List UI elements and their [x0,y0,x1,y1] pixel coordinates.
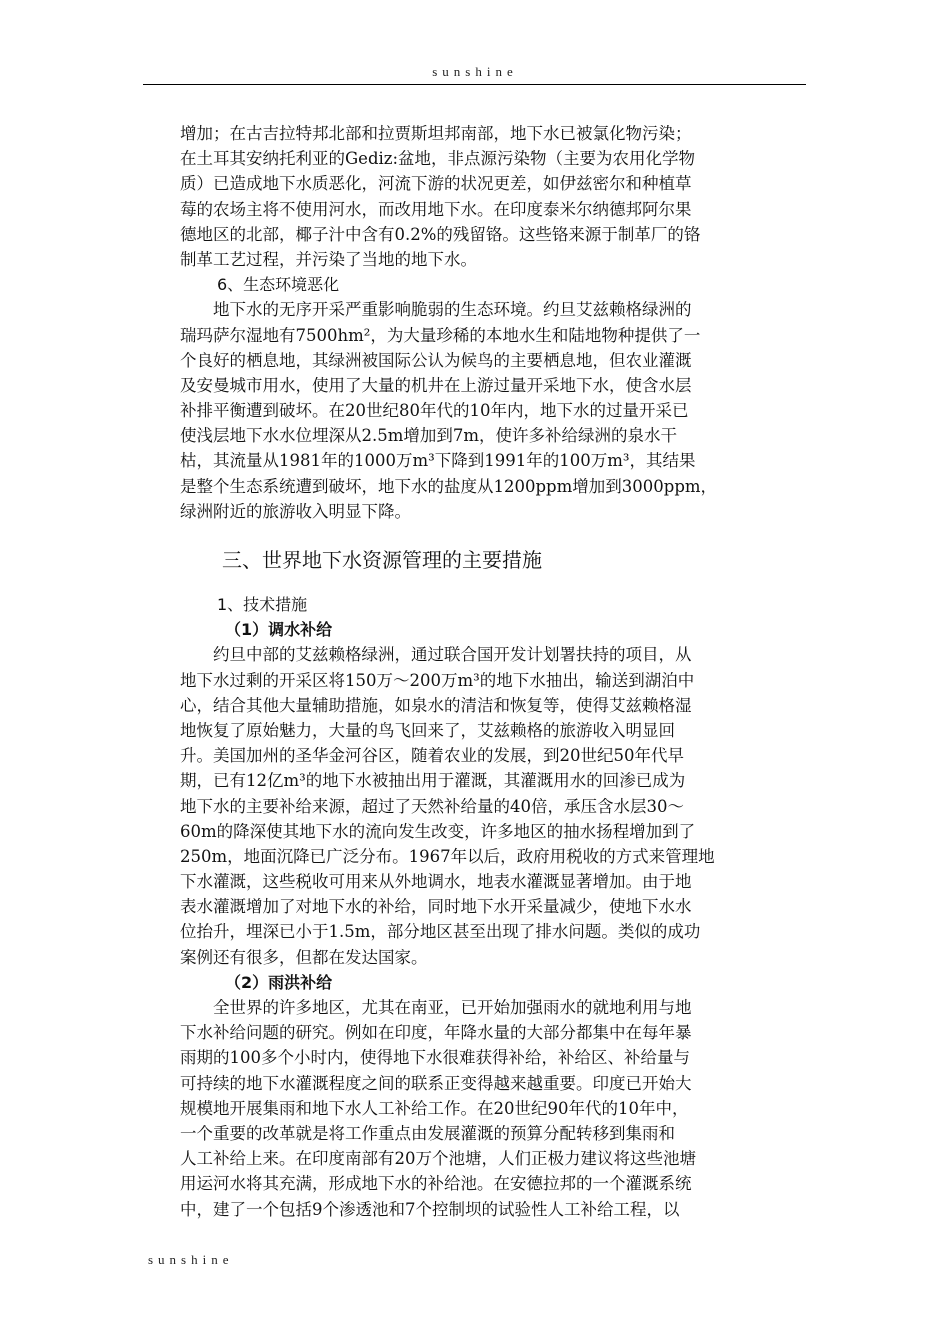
text-line: 下水灌溉，这些税收可用来从外地调水，地表水灌溉显著增加。由于地 [180,872,692,892]
subsection-1a-heading: （1）调水补给 [225,620,333,640]
text-line: 升。美国加州的圣华金河谷区，随着农业的发展，到20世纪50年代早 [180,746,684,766]
text-line: 约旦中部的艾兹赖格绿洲，通过联合国开发计划署扶持的项目，从 [213,645,692,665]
text-line: 250m，地面沉降已广泛分布。1967年以后，政府用税收的方式来管理地 [180,846,715,866]
subsection-1b-heading: （2）雨洪补给 [225,972,333,992]
paragraph-3 [180,642,774,969]
text-line: 60m的降深使其地下水的流向发生改变，许多地区的抽水扬程增加到了 [180,821,696,841]
text-line: 德地区的北部，椰子汁中含有0.2%的残留铬。这些铬来源于制革厂的铬 [180,224,701,244]
text-line: 地恢复了原始魅力，大量的鸟飞回来了，艾兹赖格的旅游收入明显回 [180,720,675,740]
text-line: 案例还有很多，但都在发达国家。 [180,947,428,967]
text-line: 制革工艺过程，并污染了当地的地下水。 [180,249,477,269]
spacer [180,524,774,542]
subsection-1-heading: 1、技术措施 [217,595,308,614]
text-line: 质）已造成地下水质恶化，河流下游的状况更差，如伊兹密尔和种植草 [180,174,692,194]
text-line: 心，结合其他大量辅助措施，如泉水的清洁和恢复等，使得艾兹赖格湿 [180,695,692,715]
text-line: 枯，其流量从1981年的1000万m³下降到1991年的100万m³，其结果 [180,451,696,471]
text-line: 一个重要的改革就是将工作重点由发展灌溉的预算分配转移到集雨和 [180,1123,675,1143]
text-line: 表水灌溉增加了对地下水的补给，同时地下水开采量减少，使地下水水 [180,897,692,917]
text-line: 使浅层地下水水位埋深从2.5m增加到7m，使许多补给绿洲的泉水干 [180,426,678,446]
section-6-heading: 6、生态环境恶化 [217,275,340,295]
text-line: 期，已有12亿m³的地下水被抽出用于灌溉，其灌溉用水的回渗已成为 [180,771,686,791]
text-line: 及安曼城市用水，使用了大量的机井在上游过量开采地下水，使含水层 [180,375,692,395]
paragraph-2 [180,297,774,524]
text-line: 雨期的100多个小时内，使得地下水很难获得补给，补给区、补给量与 [180,1048,690,1068]
text-line: 规模地开展集雨和地下水人工补给工作。在20世纪90年代的10年中， [180,1098,689,1118]
text-line: 是整个生态系统遭到破坏，地下水的盐度从1200ppm增加到3000ppm， [180,476,718,496]
text-line: 下水补给问题的研究。例如在印度，年降水量的大部分都集中在每年暴 [180,1023,692,1043]
text-line: 个良好的栖息地，其绿洲被国际公认为候鸟的主要栖息地，但农业灌溉 [180,350,692,370]
header-rule [143,84,806,85]
text-line: 人工补给上来。在印度南部有20万个池塘，人们正极力建议将这些池塘 [180,1149,696,1169]
text-line: 全世界的许多地区，尤其在南亚，已开始加强雨水的就地利用与地 [213,998,692,1017]
document-body [180,121,774,1222]
text-line: 补排平衡遭到破坏。在20世纪80年代的10年内，地下水的过量开采已 [180,401,689,421]
text-line: 地下水的无序开采严重影响脆弱的生态环境。约旦艾兹赖格绿洲的 [213,300,692,320]
paragraph-4 [180,995,774,1222]
text-line: 增加；在古吉拉特邦北部和拉贾斯坦邦南部，地下水已被氯化物污染； [180,124,692,143]
text-line: 地下水的主要补给来源，超过了天然补给量的40倍，承压含水层30～ [180,796,684,816]
text-line: 可持续的地下水灌溉程度之间的联系正变得越来越重要。印度已开始大 [180,1073,692,1093]
text-line: 瑞玛萨尔湿地有7500hm²，为大量珍稀的本地水生和陆地物种提供了一 [180,325,701,345]
text-line: 用运河水将其充满，形成地下水的补给池。在安德拉邦的一个灌溉系统 [180,1174,692,1194]
paragraph-1 [180,121,774,272]
text-line: 中，建了一个包括9个渗透池和7个控制坝的试验性人工补给工程，以 [180,1199,680,1219]
text-line: 地下水过剩的开采区将150万～200万m³的地下水抽出，输送到湖泊中 [180,670,695,690]
text-line: 绿洲附近的旅游收入明显下降。 [180,501,411,521]
text-line: 位抬升，埋深已小于1.5m，部分地区甚至出现了排水问题。类似的成功 [180,922,701,942]
page-footer: sunshine [148,1252,234,1267]
text-line: 在土耳其安纳托利亚的Gediz:盆地，非点源污染物（主要为农用化学物 [180,149,696,169]
text-line: 莓的农场主将不使用河水，而改用地下水。在印度泰米尔纳德邦阿尔果 [180,199,692,219]
page-header: sunshine [432,64,518,79]
chapter-heading: 三、世界地下水资源管理的主要措施 [222,548,542,572]
spacer [180,578,774,592]
